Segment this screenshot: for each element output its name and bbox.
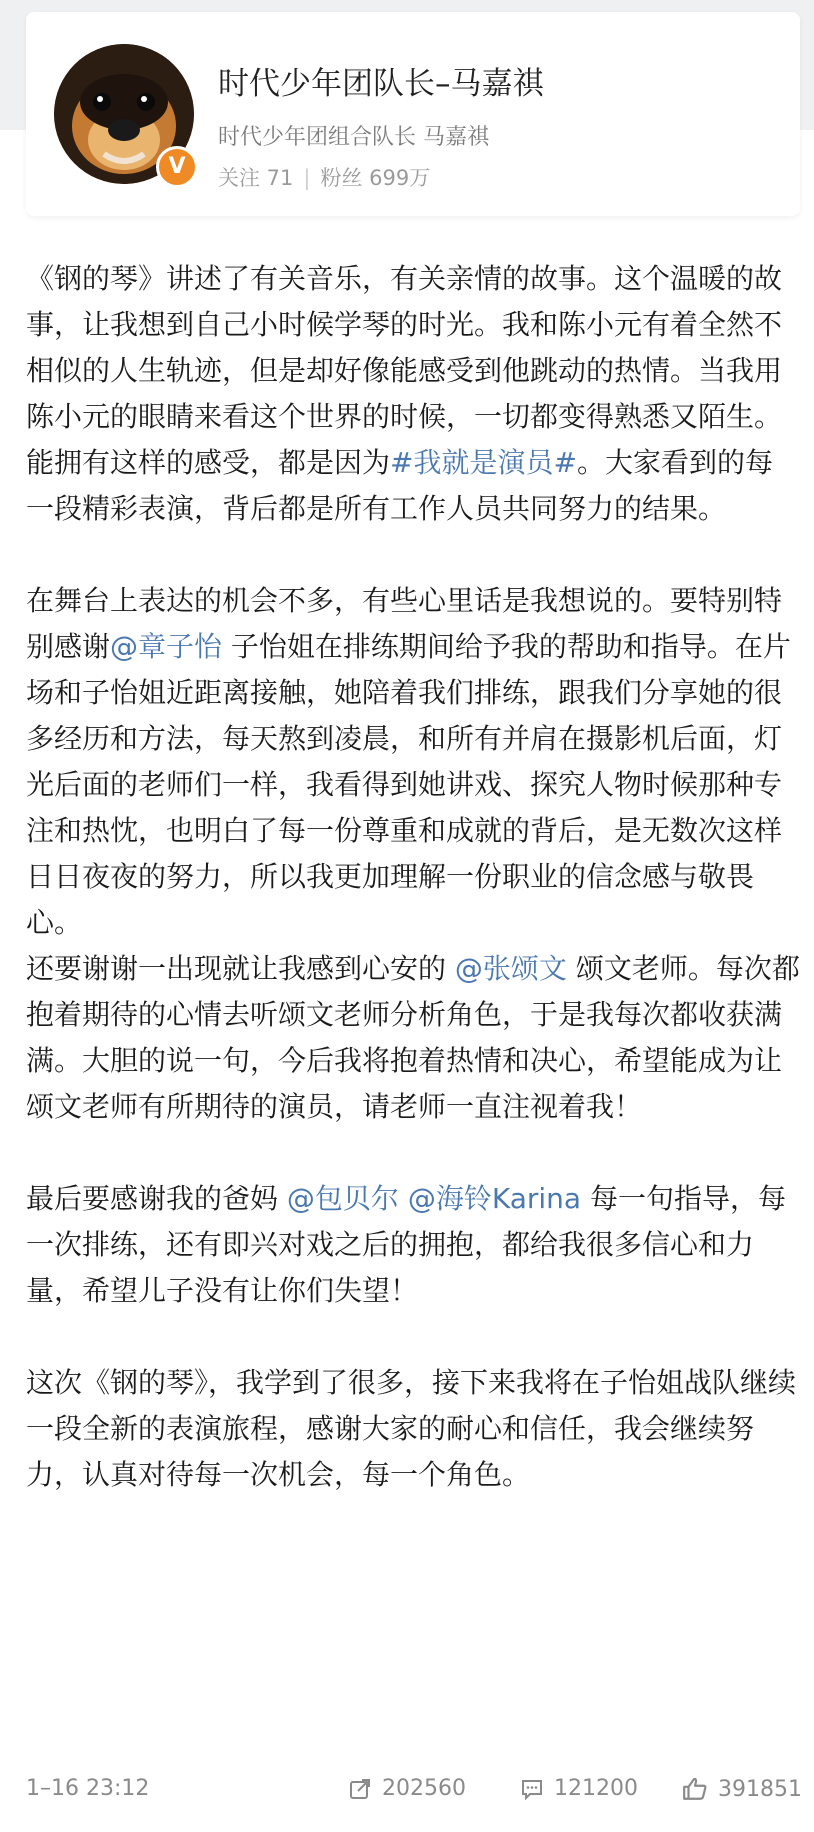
mention-link[interactable]: @海铃Karina bbox=[407, 1182, 582, 1215]
post-text: 在舞台上表达的机会不多，有些心里话是我想说的。要特别特别感谢 bbox=[26, 584, 783, 663]
post-timestamp: 1–16 23:12 bbox=[26, 1776, 150, 1801]
post-text: 能拥有这样的感受，都是因为 bbox=[26, 446, 391, 479]
mention-link[interactable]: @张颂文 bbox=[454, 952, 567, 985]
profile-name[interactable]: 时代少年团队长–马嘉祺 bbox=[218, 66, 544, 102]
post-paragraph bbox=[26, 1176, 800, 1314]
profile-bio: 时代少年团组合队长 马嘉祺 bbox=[218, 125, 489, 150]
mention-link[interactable]: @章子怡 bbox=[110, 630, 223, 663]
post-text: 还要谢谢一出现就让我感到心安的 bbox=[26, 952, 455, 985]
profile-card[interactable] bbox=[26, 12, 800, 216]
paragraph-spacer bbox=[26, 1130, 800, 1176]
post-text: 每一句指导，每一次排练，还有即兴对戏之后的拥抱，都给我很多信心和力量，希望儿子没有让你们失望！ bbox=[26, 1182, 786, 1307]
hashtag-link[interactable]: #我就是演员# bbox=[390, 446, 577, 479]
verified-badge-icon: V bbox=[156, 146, 198, 188]
post-text: 最后要感谢我的爸妈 bbox=[26, 1182, 287, 1215]
post-paragraph bbox=[26, 256, 800, 440]
comment-icon bbox=[520, 1777, 544, 1801]
post-footer bbox=[26, 1770, 800, 1810]
like-button[interactable] bbox=[682, 1776, 802, 1802]
repost-count: 202560 bbox=[382, 1776, 466, 1801]
paragraph-spacer bbox=[26, 532, 800, 578]
post-paragraph bbox=[26, 1360, 800, 1498]
post-paragraph bbox=[26, 946, 800, 1130]
post-text bbox=[399, 1182, 408, 1215]
post-text: 《钢的琴》讲述了有关音乐，有关亲情的故事。这个温暖的故事，让我想到自己小时候学琴的时光。我和陈小元有着全然不相似的人生轨迹，但是却好像能感受到他跳动的热情。当我用陈小元的眼睛来看这个世界的时候，一切都变得熟悉又陌生。 bbox=[26, 262, 783, 433]
profile-stats bbox=[218, 162, 430, 192]
followers-count[interactable]: 粉丝 699万 bbox=[320, 166, 431, 190]
comment-button[interactable] bbox=[520, 1776, 638, 1801]
post-text: 。大家看到的每一段精彩表演，背后都是所有工作人员共同努力的结果。 bbox=[26, 446, 773, 525]
like-count: 391851 bbox=[718, 1776, 802, 1802]
paragraph-spacer bbox=[26, 1314, 800, 1360]
repost-button[interactable] bbox=[348, 1776, 466, 1801]
post-paragraph bbox=[26, 578, 800, 946]
post-text: 这次《钢的琴》，我学到了很多，接下来我将在子怡姐战队继续一段全新的表演旅程，感谢大家的耐心和信任，我会继续努力，认真对待每一次机会，每一个角色。 bbox=[26, 1366, 797, 1491]
following-count[interactable]: 关注 71 bbox=[218, 166, 294, 190]
share-icon bbox=[348, 1777, 372, 1801]
thumbs-up-icon bbox=[682, 1776, 708, 1802]
comment-count: 121200 bbox=[554, 1776, 638, 1801]
post-text: 子怡姐在排练期间给予我的帮助和指导。在片场和子怡姐近距离接触，她陪着我们排练，跟我们分享她的很多经历和方法，每天熬到凌晨，和所有并肩在摄影机后面，灯光后面的老师们一样，我看得到她讲戏、探究人物时候那种专注和热忱，也明白了每一份尊重和成就的背后，是无数次这样日日夜夜的努力，所以我更加理解一份职业的信念感与敬畏心。 bbox=[26, 630, 791, 939]
mention-link[interactable]: @包贝尔 bbox=[286, 1182, 399, 1215]
post-paragraph bbox=[26, 440, 800, 532]
post-text: 颂文老师。每次都抱着期待的心情去听颂文老师分析角色，于是我每次都收获满满。大胆的说一句，今后我将抱着热情和决心，希望能成为让颂文老师有所期待的演员，请老师一直注视着我！ bbox=[26, 952, 800, 1123]
post-content bbox=[26, 256, 800, 1498]
stats-divider: | bbox=[303, 166, 311, 190]
